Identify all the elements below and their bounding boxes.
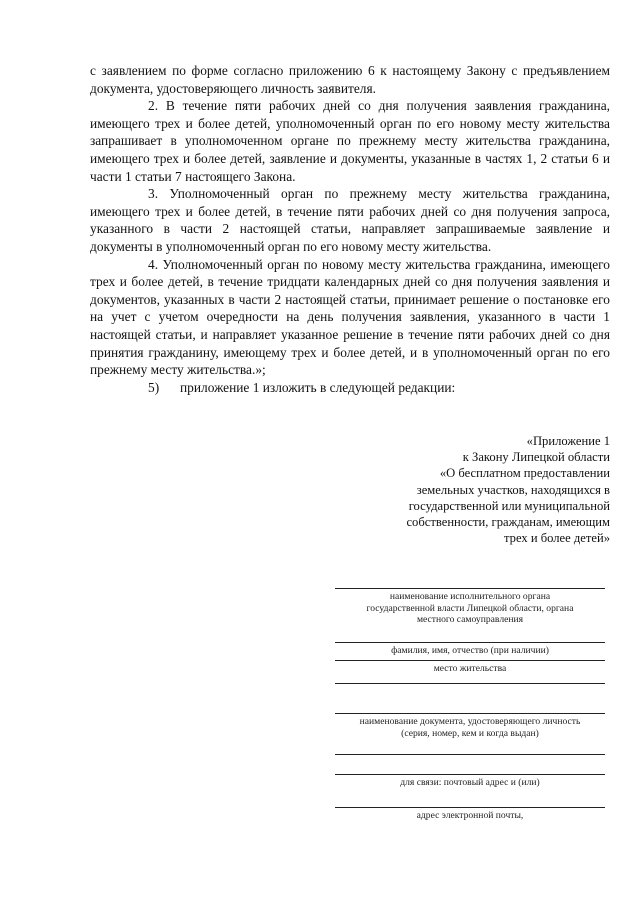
list-item-5 bbox=[90, 379, 610, 397]
authority-caption: наименование исполнительного органа государственной власти Липецкой области, органа местного самоуправления bbox=[366, 591, 574, 626]
appendix-line: трех и более детей» bbox=[504, 531, 610, 546]
application-form-header bbox=[335, 568, 605, 821]
appendix-line: «О бесплатном предоставлении bbox=[439, 466, 610, 481]
paragraph-part-2: 2. В течение пяти рабочих дней со дня получения заявления гражданина, имеющего трех и более детей, уполномоченный орган по его новому месту жительства запрашивает в уполномоченном органе по прежнему месту жительства гражданина, имеющего трех и более детей, заявление и документы, указанные в частях 1, 2 статьи 6 и части 1 статьи 7 настоящего Закона. bbox=[90, 98, 610, 184]
item-number: 5) bbox=[148, 379, 160, 395]
appendix-header bbox=[330, 433, 610, 546]
item-text: приложение 1 изложить в следующей редакции: bbox=[180, 379, 456, 395]
appendix-line: государственной или муниципальной bbox=[408, 498, 610, 513]
contact-caption: для связи: почтовый адрес и (или) bbox=[400, 777, 540, 789]
law-text bbox=[90, 62, 610, 396]
appendix-line: «Приложение 1 bbox=[526, 434, 610, 448]
fio-caption: фамилия, имя, отчество (при наличии) bbox=[391, 644, 549, 656]
paragraph-continuation: с заявлением по форме согласно приложению 6 к настоящему Закону с предъявлением документа, удостоверяющего личность заявителя. bbox=[90, 63, 610, 96]
residence-caption: место жительства bbox=[433, 663, 507, 675]
id-document-field-line-2 bbox=[335, 754, 605, 755]
appendix-line: земельных участков, находящихся в bbox=[416, 482, 610, 497]
paragraph-part-4: 4. Уполномоченный орган по новому месту жительства гражданина, имеющего трех и более детей, в течение тридцати календарных дней со дня получения заявления и документов, указанных в части 2 настоящей статьи, принимает решение о постановке его на учет с учетом очередности на день получения заявления, указанного в части 1 настоящей статьи, и направляет указанное решение в течение пяти рабочих дней со дня принятия гражданину, имеющему трех и более детей, и в уполномоченный орган по его прежнему месту жительства.»; bbox=[90, 256, 610, 378]
appendix-line: собственности, гражданам, имеющим bbox=[406, 515, 610, 530]
email-caption: адрес электронной почты, bbox=[416, 809, 524, 821]
id-document-caption: наименование документа, удостоверяющего личность (серия, номер, кем и когда выдан) bbox=[359, 715, 581, 739]
appendix-line: к Закону Липецкой области bbox=[462, 450, 610, 465]
paragraph-part-3: 3. Уполномоченный орган по прежнему месту жительства гражданина, имеющего трех и более детей, в течение пяти рабочих дней со дня получения запроса, указанного в части 2 настоящей статьи, направляет запрашиваемые заявление и документы в уполномоченный орган по его новому месту жительства. bbox=[90, 186, 610, 254]
residence-field-line-2 bbox=[335, 683, 605, 684]
